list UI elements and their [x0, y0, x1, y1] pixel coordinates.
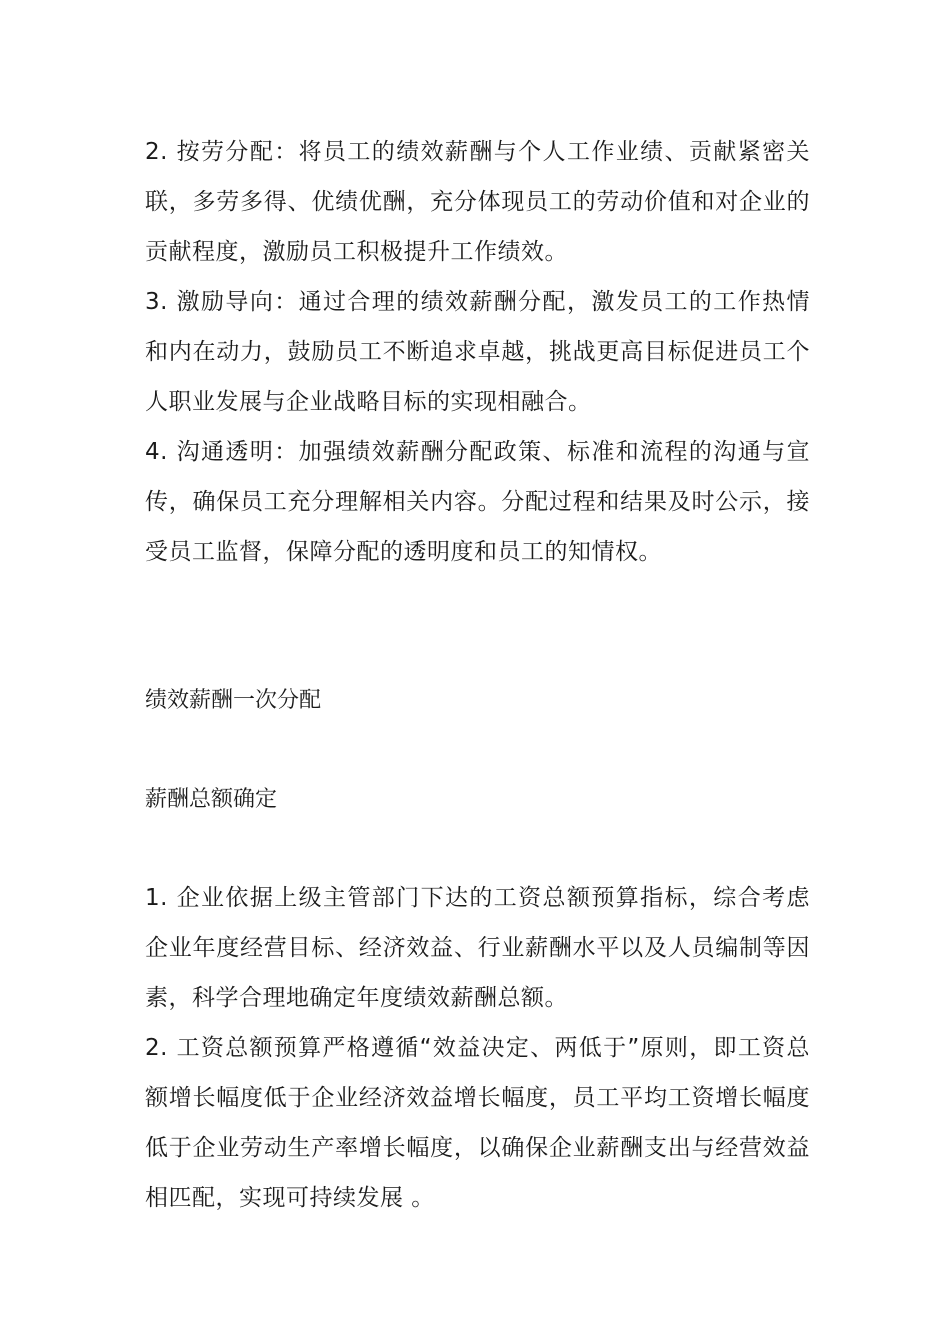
- paragraph-incentive-orientation: 3. 激励导向：通过合理的绩效薪酬分配，激发员工的工作热情和内在动力，鼓励员工不断追求卓越，挑战更高目标促进员工个人职业发展与企业战略目标的实现相融合。: [145, 289, 810, 415]
- paragraph-distribution-by-work: 2. 按劳分配：将员工的绩效薪酬与个人工作业绩、贡献紧密关联，多劳多得、优绩优酬，充分体现员工的劳动价值和对企业的贡献程度，激励员工积极提升工作绩效。: [145, 139, 810, 265]
- paragraph-two-lower-principle: 2. 工资总额预算严格遵循“效益决定、两低于”原则，即工资总额增长幅度低于企业经济效益增长幅度，员工平均工资增长幅度低于企业劳动生产率增长幅度，以确保企业薪酬支出与经营效益相匹配，实现可持续发展 。: [145, 1035, 810, 1211]
- paragraph-total-budget-basis: 1. 企业依据上级主管部门下达的工资总额预算指标，综合考虑企业年度经营目标、经济效益、行业薪酬水平以及人员编制等因素，科学合理地确定年度绩效薪酬总额。: [145, 885, 810, 1011]
- section-heading-primary-distribution: 绩效薪酬一次分配: [145, 688, 322, 713]
- subsection-heading-total-determination: 薪酬总额确定: [145, 787, 278, 812]
- paragraph-communication-transparency: 4. 沟通透明：加强绩效薪酬分配政策、标准和流程的沟通与宣传，确保员工充分理解相关内容。分配过程和结果及时公示，接受员工监督，保障分配的透明度和员工的知情权。: [145, 439, 810, 565]
